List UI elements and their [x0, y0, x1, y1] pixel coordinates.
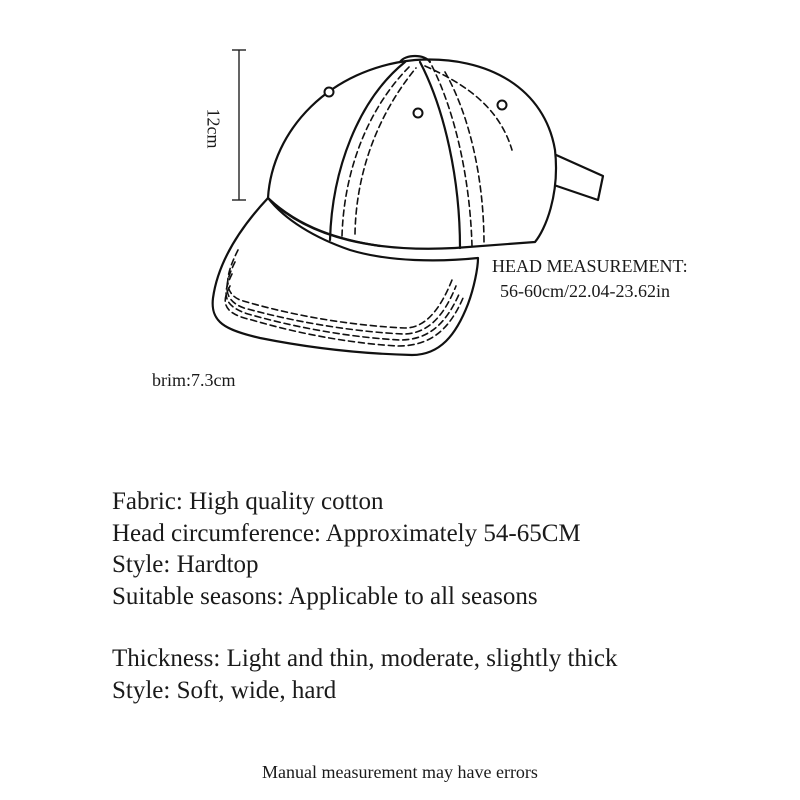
- spec-spacer: [112, 612, 617, 643]
- baseball-cap-icon: [213, 56, 603, 355]
- height-label: 12cm: [203, 108, 224, 149]
- head-measurement-value: 56-60cm/22.04-23.62in: [500, 281, 670, 301]
- height-dimension-icon: [232, 50, 246, 200]
- spec-thickness: Thickness: Light and thin, moderate, slightly thick: [112, 645, 618, 672]
- brim-label: brim:7.3cm: [152, 370, 236, 390]
- spec-head-circumference: Head circumference: Approximately 54-65CM: [112, 519, 581, 547]
- spec-list: [112, 486, 617, 706]
- spec-fabric: Fabric: High quality cotton: [112, 488, 384, 515]
- spec-style-options: Style: Soft, wide, hard: [112, 676, 337, 704]
- spec-seasons: Suitable seasons: Applicable to all seasons: [112, 582, 538, 610]
- head-measurement-title: HEAD MEASUREMENT:: [492, 256, 688, 276]
- spec-style: Style: Hardtop: [112, 551, 259, 578]
- footnote: Manual measurement may have errors: [262, 762, 538, 782]
